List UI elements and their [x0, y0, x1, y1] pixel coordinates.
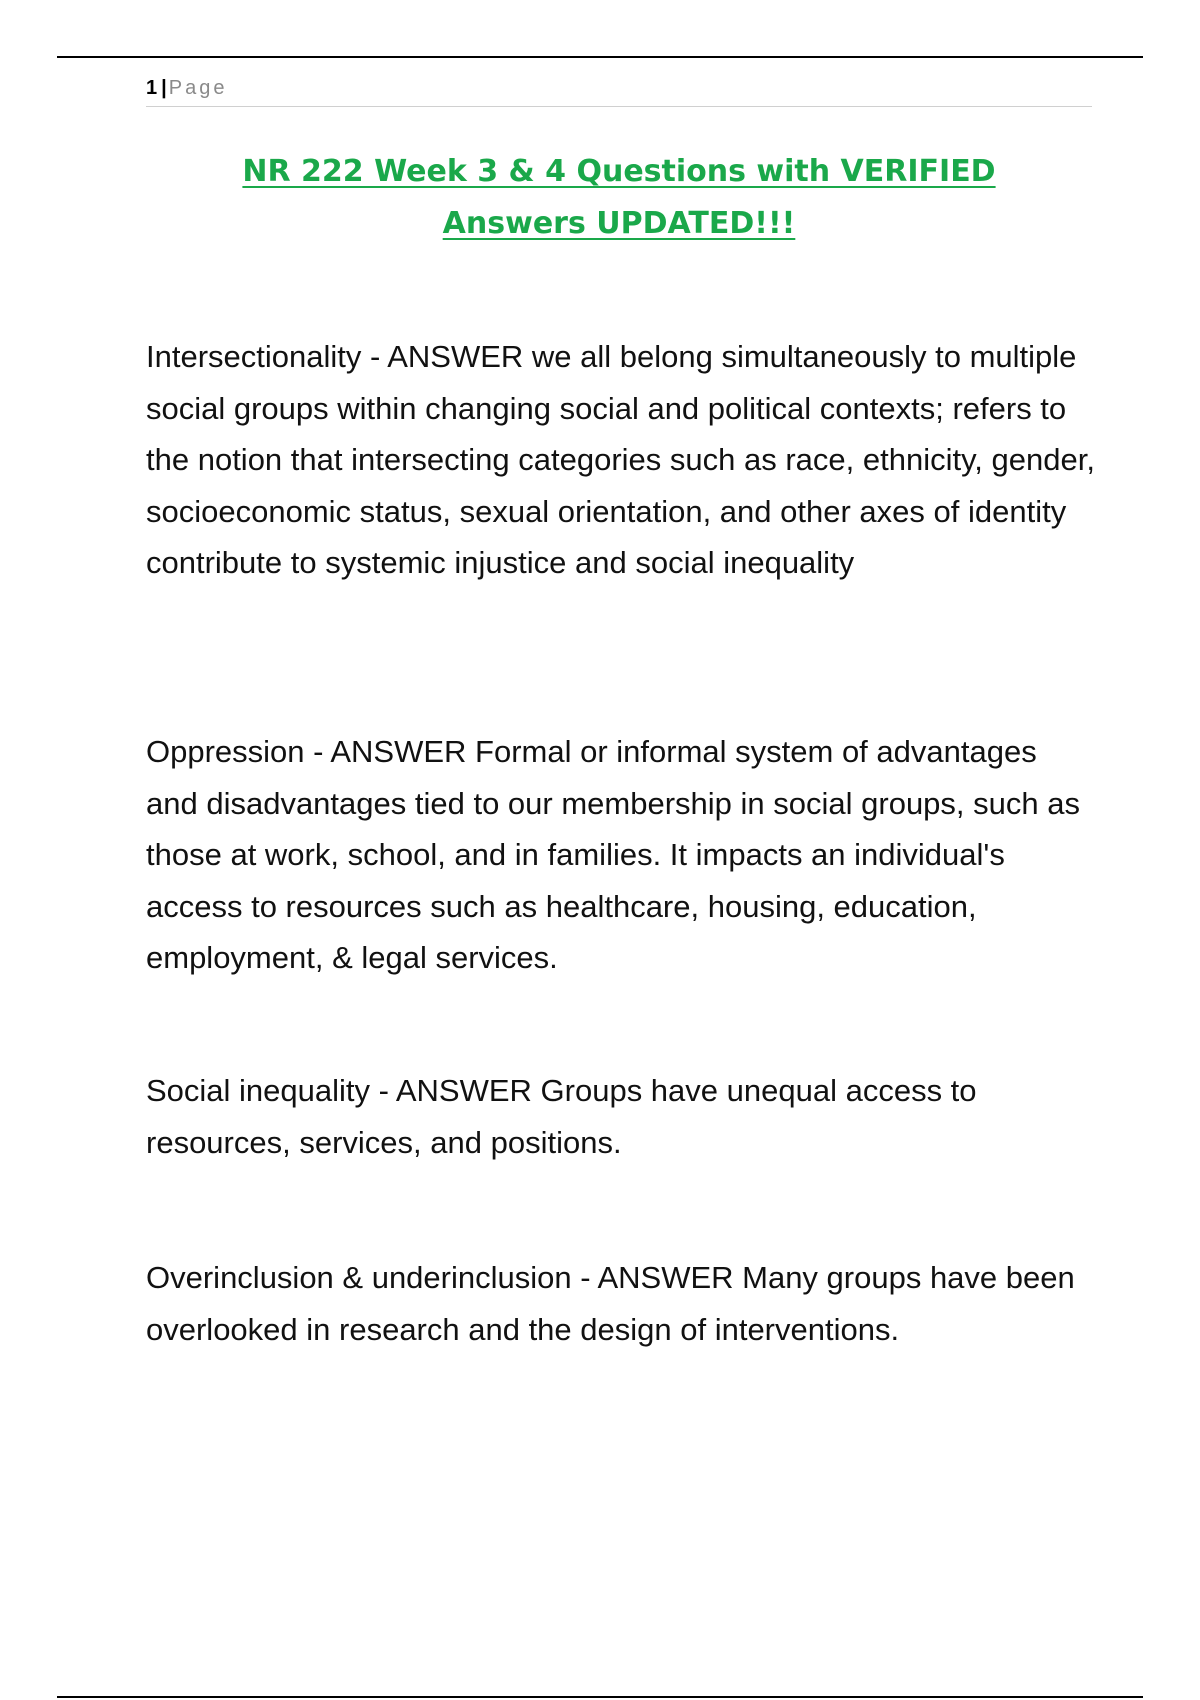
qa-entry-overinclusion: Overinclusion & underinclusion - ANSWER Many groups have been overlooked in research and the design of interventions. — [146, 1260, 1075, 1347]
top-border-line — [57, 56, 1143, 58]
page-header — [146, 74, 1092, 107]
document-title — [146, 146, 1092, 250]
qa-entry-social-inequality: Social inequality - ANSWER Groups have unequal access to resources, services, and positions. — [146, 1073, 977, 1160]
title-line-2: Answers UPDATED!!! — [442, 206, 796, 241]
qa-entry-intersectionality: Intersectionality - ANSWER we all belong simultaneously to multiple social groups within changing social and political contexts; refers to the notion that intersecting categories such as race, ethnicity, gender, socioeconomic status, sexual orientation, and other axes of identity contribute to systemic injustice and social inequality — [146, 339, 1095, 580]
page-number: 1 — [146, 77, 158, 99]
title-line-1: NR 222 Week 3 & 4 Questions with VERIFIED — [242, 154, 996, 189]
bottom-border-line — [57, 1696, 1143, 1698]
qa-entry-oppression: Oppression - ANSWER Formal or informal system of advantages and disadvantages tied to our membership in social groups, such as those at work, school, and in families. It impacts an individual's access to resources such as healthcare, housing, education, employment, & legal services. — [146, 734, 1080, 975]
page-label: Page — [168, 77, 228, 99]
page-separator: | — [161, 77, 167, 99]
